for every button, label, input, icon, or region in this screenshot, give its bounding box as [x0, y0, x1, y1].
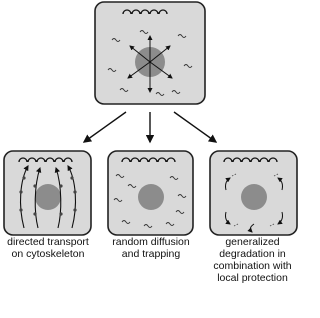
caption-right-line-1: generalized: [225, 236, 280, 248]
middle-cell: [108, 151, 193, 235]
caption-right-line-4: local protection: [217, 272, 288, 284]
arrow-to-left-cell: [84, 112, 126, 142]
arrow-to-right-cell: [174, 112, 216, 142]
caption-middle-line-1: random diffusion: [112, 236, 190, 248]
left-cell: [4, 151, 91, 235]
left-cell-nucleus: [35, 184, 61, 210]
caption-directed-transport: [0, 236, 96, 260]
caption-left-line-1: directed transport: [7, 236, 89, 248]
middle-cell-nucleus: [138, 184, 164, 210]
top-cell: [95, 2, 205, 104]
right-cell: [210, 151, 297, 235]
caption-middle-line-2: and trapping: [121, 248, 181, 260]
caption-right-line-3: combination with: [213, 260, 292, 272]
caption-right-line-2: degradation in: [219, 248, 286, 260]
right-cell-nucleus: [241, 184, 267, 210]
branch-arrows: [84, 112, 216, 142]
caption-left-line-2: on cytoskeleton: [11, 248, 85, 260]
caption-random-diffusion: [103, 236, 199, 260]
caption-generalized-degradation: [204, 236, 301, 284]
